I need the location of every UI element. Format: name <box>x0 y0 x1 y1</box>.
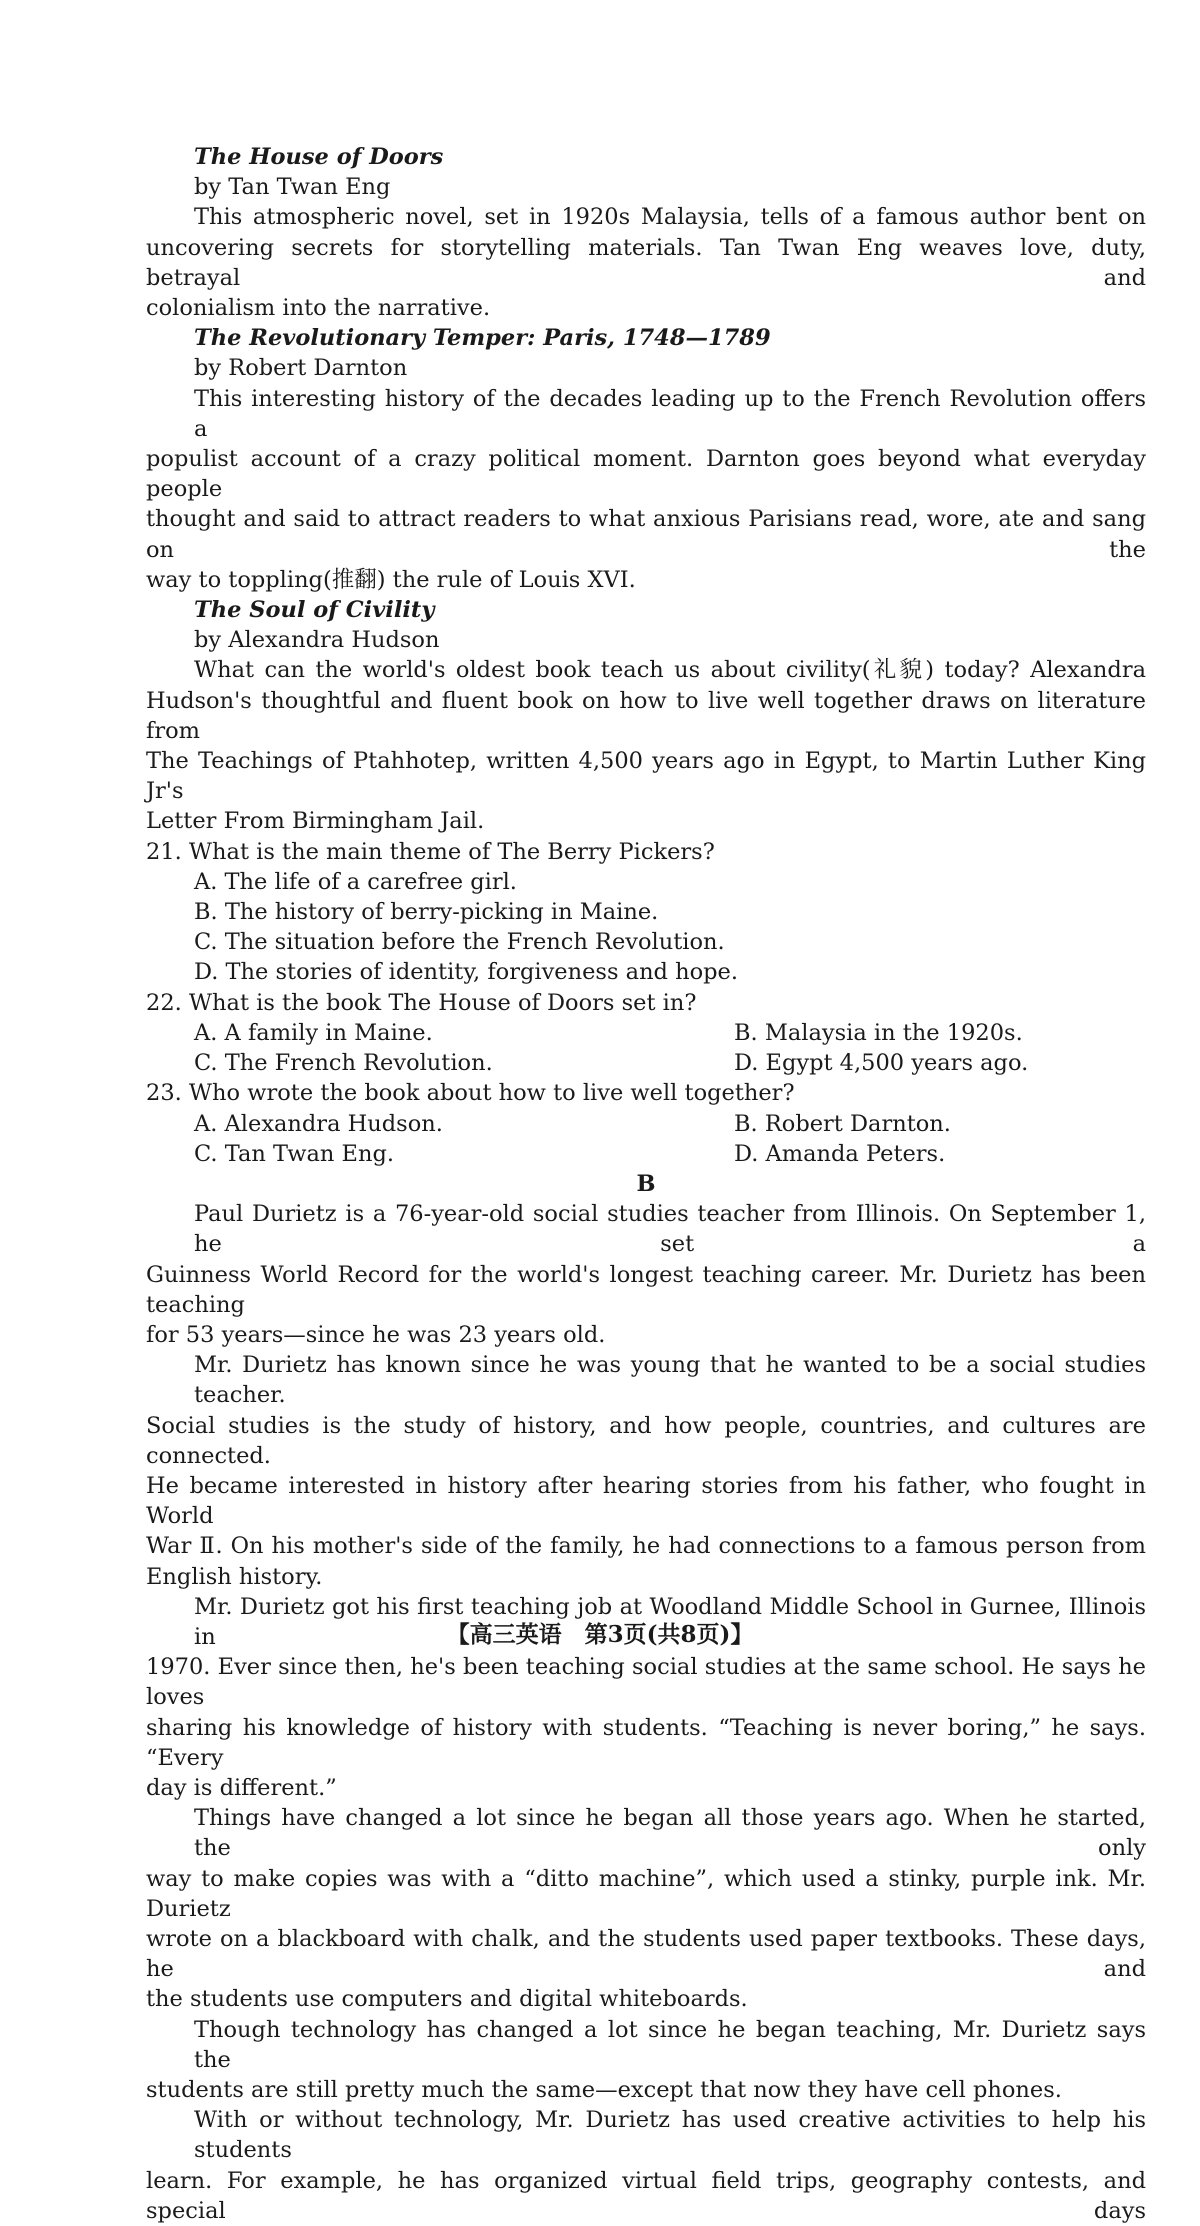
book-title: The Revolutionary Temper: Paris, 1748—1789 <box>194 325 771 352</box>
passage-line: He became interested in history after hearing stories from his father, who fought in World <box>146 1472 1146 1530</box>
answer-option: A. The life of a carefree girl. <box>194 868 517 895</box>
passage-line: sharing his knowledge of history with students. “Teaching is never boring,” he says. “Every <box>146 1714 1146 1771</box>
passage-line: Though technology has changed a lot since he began teaching, Mr. Durietz says the <box>194 2016 1146 2073</box>
answer-option: D. Amanda Peters. <box>734 1140 946 1167</box>
book-desc-line: colonialism into the narrative. <box>146 295 491 322</box>
passage-line: learn. For example, he has organized virtual field trips, geography contests, and special days <box>146 2167 1146 2224</box>
answer-option-row <box>146 1018 1146 1048</box>
question-stem: 21. What is the main theme of The Berry Pickers? <box>146 838 715 865</box>
passage-line: Social studies is the study of history, and how people, countries, and cultures are connected. <box>146 1412 1146 1469</box>
book-desc-line: Hudson's thoughtful and fluent book on how to live well together draws on literature from <box>146 687 1146 744</box>
passage-line: way to make copies was with a “ditto machine”, which used a stinky, purple ink. Mr. Durietz <box>146 1865 1146 1922</box>
book-author: by Alexandra Hudson <box>194 627 440 654</box>
answer-option: C. The French Revolution. <box>194 1050 493 1077</box>
passage-line: Things have changed a lot since he began all those years ago. When he started, the only <box>194 1805 1146 1862</box>
page-footer: 【高三英语 第3页(共8页)】 <box>446 1621 754 1648</box>
book-desc-line: thought and said to attract readers to what anxious Parisians read, wore, ate and sang on the <box>146 506 1146 563</box>
book-title: The Soul of Civility <box>194 597 435 624</box>
passage-line: the students use computers and digital whiteboards. <box>146 1986 748 2013</box>
book-desc-line: uncovering secrets for storytelling materials. Tan Twan Eng weaves love, duty, betrayal and <box>146 234 1146 291</box>
passage-line: With or without technology, Mr. Durietz has used creative activities to help his students <box>194 2107 1146 2164</box>
passage-line: Paul Durietz is a 76-year-old social studies teacher from Illinois. On September 1, he set a <box>194 1201 1146 1258</box>
answer-option: D. Egypt 4,500 years ago. <box>734 1050 1029 1077</box>
answer-option: A. A family in Maine. <box>194 1019 433 1046</box>
book-desc-line: The Teachings of Ptahhotep, written 4,500 years ago in Egypt, to Martin Luther King Jr's <box>146 748 1146 805</box>
passage-line: Mr. Durietz has known since he was young that he wanted to be a social studies teacher. <box>194 1352 1146 1409</box>
page-content <box>146 142 1146 2226</box>
question-stem: 23. Who wrote the book about how to live well together? <box>146 1080 795 1107</box>
section-heading: B <box>636 1170 656 1197</box>
book-author: by Robert Darnton <box>194 355 408 382</box>
passage-line: Mr. Durietz got his first teaching job at Woodland Middle School in Gurnee, Illinois in <box>194 1593 1146 1650</box>
passage-line: day is different.” <box>146 1774 337 1801</box>
answer-option-row <box>146 1109 1146 1139</box>
book-title: The House of Doors <box>194 144 444 170</box>
answer-option: B. Malaysia in the 1920s. <box>734 1019 1023 1046</box>
question-stem: 22. What is the book The House of Doors set in? <box>146 989 697 1016</box>
book-author: by Tan Twan Eng <box>194 174 391 201</box>
answer-option: B. Robert Darnton. <box>734 1110 951 1137</box>
answer-option: A. Alexandra Hudson. <box>194 1110 443 1137</box>
answer-option: C. The situation before the French Revolution. <box>194 929 725 956</box>
passage-line: Guinness World Record for the world's longest teaching career. Mr. Durietz has been teaching <box>146 1261 1146 1318</box>
answer-option: C. Tan Twan Eng. <box>194 1140 395 1167</box>
passage-line: War Ⅱ. On his mother's side of the family, he had connections to a famous person from <box>146 1533 1146 1560</box>
book-desc-line: populist account of a crazy political moment. Darnton goes beyond what everyday people <box>146 446 1146 503</box>
answer-option: D. The stories of identity, forgiveness and hope. <box>194 959 739 986</box>
answer-option-row <box>146 1048 1146 1078</box>
answer-option: B. The history of berry-picking in Maine. <box>194 899 659 926</box>
book-desc-line: This interesting history of the decades leading up to the French Revolution offers a <box>194 385 1146 442</box>
passage-line: 1970. Ever since then, he's been teaching social studies at the same school. He says he loves <box>146 1654 1146 1711</box>
book-desc-line: What can the world's oldest book teach us about civility(礼貌) today? Alexandra <box>194 657 1146 684</box>
passage-line: wrote on a blackboard with chalk, and the students used paper textbooks. These days, he and <box>146 1925 1146 1983</box>
book-desc-line: Letter From Birmingham Jail. <box>146 808 485 835</box>
passage-line: for 53 years—since he was 23 years old. <box>146 1321 606 1348</box>
answer-option-row <box>146 1139 1146 1169</box>
passage-line: English history. <box>146 1563 323 1590</box>
book-desc-line: This atmospheric novel, set in 1920s Malaysia, tells of a famous author bent on <box>194 204 1146 231</box>
passage-line: students are still pretty much the same—except that now they have cell phones. <box>146 2077 1062 2103</box>
book-desc-line: way to toppling(推翻) the rule of Louis XVI. <box>146 566 636 593</box>
